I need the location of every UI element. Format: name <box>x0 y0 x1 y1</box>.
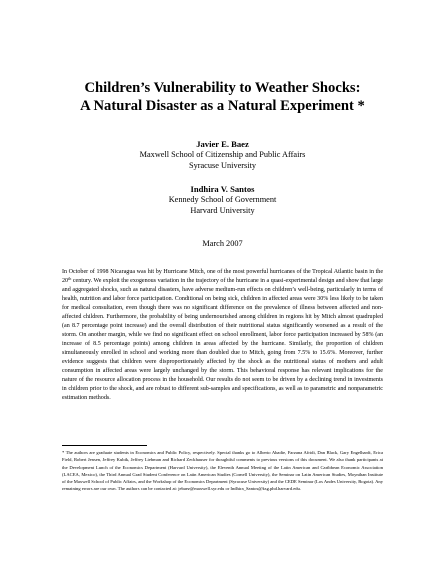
author-1-affiliation-school: Maxwell School of Citizenship and Public Affairs <box>139 150 306 159</box>
paper-title-line-1: Children’s Vulnerability to Weather Shocks: <box>84 80 361 96</box>
author-2-affiliation-school: Kennedy School of Government <box>168 195 277 204</box>
abstract-superscript: th <box>68 276 72 282</box>
publication-date: March 2007 <box>202 239 243 248</box>
abstract-paragraph <box>62 268 383 403</box>
author-2-affiliation-university: Harvard University <box>190 205 255 215</box>
abstract-text-start: In October of 1998 Nicaragua was hit by Hurricane Mitch, one of the most powerful hurricanes of the Tropical Atlantic basin in the 20 <box>62 269 383 285</box>
footnote: * The authors are graduate students in Economics and Public Policy, respectively. Special thanks go to Alberto Abadie, Farzana Afridi, Dan Black, Gary Engelhardt, Erica Field, Robert Jensen, Jeffrey Kubik, Jeffrey Liebman and Richard Zeckhauser for thoughtful comments to previous versions of this document. We also thank participants at the Development Lunch of the Economics Department (Harvard University), the Eleventh Annual Meeting of the Latin American and Caribbean Economic Association (LACEA, Mexico), the Third Annual Grad Student Conference on Latin American Studies (Cornell University), the Seminar on Latin American Studies, Moynihan Institute of the Maxwell School of Public Affairs, and the Workshop of the Economics Department (Syracuse University) and the CEDE Seminar (Los Andes University, Bogota). Any remaining errors are our own. The authors can be contacted at: jebaez@maxwell.syr.edu or Indhira_Santos@ksg.phd.harvard.edu. <box>62 450 383 492</box>
author-1-affiliation-university: Syracuse University <box>188 160 257 170</box>
abstract-text-rest: century. We exploit the exogenous variation in the trajectory of the hurricane in a quasi-experimental design and show that large and aggregated shocks, such as natural disasters, have adverse medium-run effects on children’s well-being, particularly in terms of health, nutrition and labor force participation. Conditional on being sick, children in affected areas were 30% less likely to be taken for medical consultation, even though there was no significant difference on the prevalence of illness between affected and non-affected children. Furthermore, the probability of being undernourished among children in regions hit by Mitch almost quadrupled (an 8.7 percentage point increase) and the overall distribution of their nutritional status significantly worsened as a result of the storm. On another margin, while we find no significant effect on school enrollment, labor force participation increased by 58% (an increase of 8.5 percentage points) among children in areas affected by the hurricane. Similarly, the proportion of children simultaneously enrolled in school and working more than doubled due to Mitch, going from 7.5% to 15.6%. Moreover, further evidence suggests that children were disproportionately affected by the shock as the nutritional status of mothers and adult consumption in affected areas were largely unchanged by the storm. This behavioral response has relevant implications for the nature of the resource allocation process in the household. Our results do not seem to be driven by a declining trend in investments in children prior to the shock, and are robust to different sub-samples and specifications, as well as to parametric and nonparametric estimation methods. <box>62 278 383 402</box>
author-1-name: Javier E. Baez <box>196 139 249 149</box>
paper-title-line-2: A Natural Disaster as a Natural Experiment * <box>80 98 365 114</box>
author-2-name: Indhira V. Santos <box>190 184 255 194</box>
footnote-separator <box>62 445 147 446</box>
